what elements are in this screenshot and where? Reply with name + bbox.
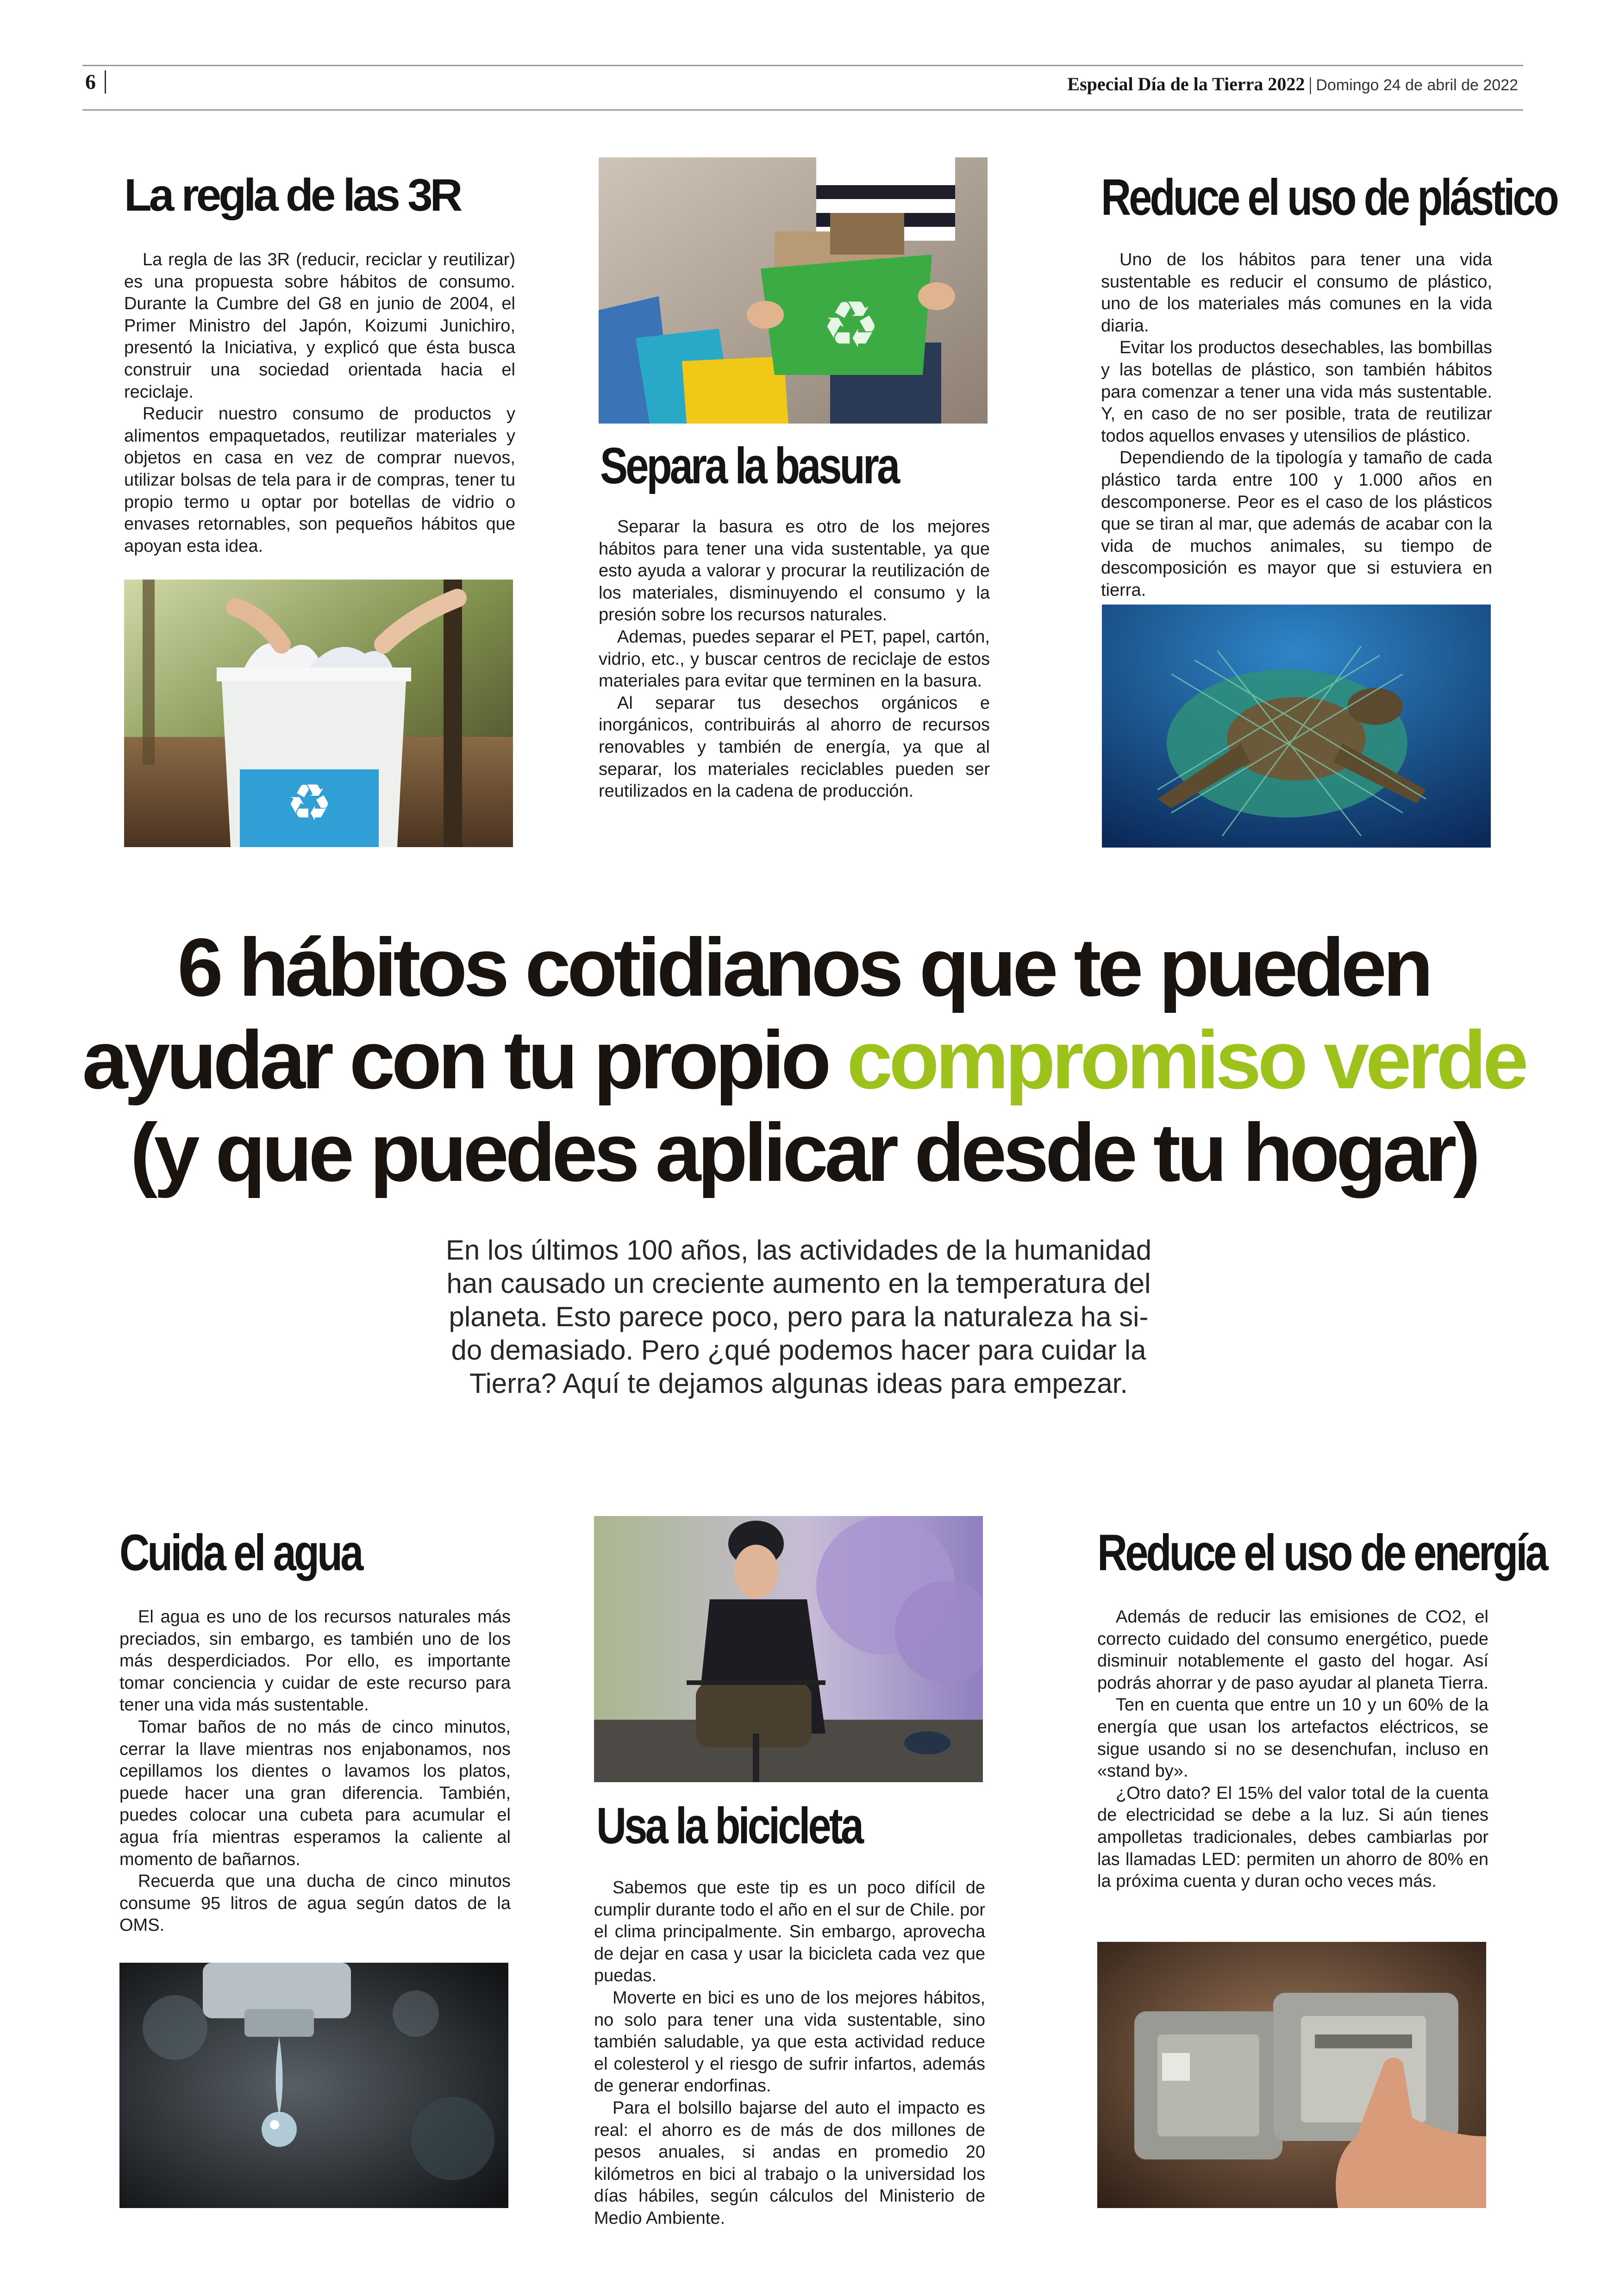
paragraph: Moverte en bici es uno de los mejores hábitos, no solo para tener una vida sustentable, sino también saludable, ya que esta actividad reduce el colesterol y el riesgo de sufrir infartos, además de generar endorfinas. xyxy=(594,1988,985,2096)
paragraph: Tomar baños de no más de cinco minutos, cerrar la llave mientras nos enjabonamos, nos cepillamos los dientes o lavamos los platos, puede hacer una gran diferencia. También, puedes colocar una cubeta para acumular el agua fría mientras esperamos la caliente al momento de bañarnos. xyxy=(119,1717,511,1869)
headline-line-2-text: ayudar con tu propio xyxy=(82,1014,847,1106)
section-body-3r xyxy=(124,249,515,557)
section-title-basura: Separa la basura xyxy=(600,437,898,494)
header-top-rule xyxy=(82,65,1523,66)
intro-line: En los últimos 100 años, las actividades de la humanidad xyxy=(445,1235,1152,1266)
paragraph: Separar la basura es otro de los mejores hábitos para tener una vida sustentable, ya que esto ayuda a valorar y procurar la reutilización de los materiales, disminuyendo el consumo y la presión sobre los recursos naturales. xyxy=(599,517,990,625)
header-bottom-rule xyxy=(82,109,1523,111)
paragraph: Para el bolsillo bajarse del auto el impacto es real: el ahorro es de más de dos millones de pesos anuales, si andas en promedio 20 kilómetros en bici al trabajo o la universidad los días hábiles, según cálculos del Ministerio de Medio Ambiente. xyxy=(594,2098,985,2228)
paragraph: Sabemos que este tip es un poco difícil de cumplir durante todo el año en el sur de Chile. por el clima principalmente. Sin embargo, aprovecha de dejar en casa y usar la bicicleta cada vez que puedas. xyxy=(594,1878,985,1986)
paragraph: Uno de los hábitos para tener una vida sustentable es reducir el consumo de plástico, uno de los materiales más comunes en la vida diaria. xyxy=(1101,250,1492,336)
headline-line-1: 6 hábitos cotidianos que te pueden xyxy=(177,921,1430,1013)
paragraph: El agua es uno de los recursos naturales más preciados, sin embargo, es también uno de los más desperdiciados. Por ello, es importante tomar conciencia y cuidar de este recurso para tener una vida más sustentable. xyxy=(119,1607,511,1715)
paragraph: Dependiendo de la tipología y tamaño de cada plástico tarda entre 100 y 1.000 años en descomponerse. Peor es el caso de los plásticos que se tiran al mar, que además de acabar con la vida de muchos animales, su tiempo de descomposición es mayor que si estuviera en tierra. xyxy=(1101,448,1492,600)
faucet-drop-photo xyxy=(119,1963,508,2208)
paragraph: Al separar tus desechos orgánicos e inorgánicos, contribuirás al ahorro de recursos renovables y también de energía, ya que al separar, los materiales reciclables pueden ser reutilizados en la cadena de producción. xyxy=(599,693,990,801)
section-body-energia xyxy=(1097,1606,1488,1893)
paragraph: Ten en cuenta que entre un 10 y un 60% de la energía que usan los artefactos eléctricos, se sigue usando si no se desenchufan, incluso en «stand by». xyxy=(1097,1695,1488,1781)
paragraph: La regla de las 3R (reducir, reciclar y reutilizar) es una propuesta sobre hábitos de consumo. Durante la Cumbre del G8 en junio de 2004, el Primer Ministro del Japón, Koizumi Junichiro, presentó la Iniciativa, y explicó que ésta busca construir una sociedad orientada hacia el reciclaje. xyxy=(124,250,515,402)
section-body-agua xyxy=(119,1606,511,1937)
sea-turtle-net-photo xyxy=(1102,605,1491,848)
section-body-bicicleta xyxy=(594,1877,985,2230)
headline-line-3: (y que puedes aplicar desde tu hogar) xyxy=(130,1106,1477,1198)
masthead xyxy=(1067,73,1518,95)
paragraph: ¿Otro dato? El 15% del valor total de la cuenta de electricidad se debe a la luz. Si aún tienes ampolletas tradicionales, debes cambiarlas por las llamadas LED: permiten un ahorro de 80% en la próxima cuenta y duran ocho veces más. xyxy=(1097,1783,1488,1891)
intro-line: han causado un creciente aumento en la temperatura del xyxy=(446,1268,1151,1299)
section-title-3r: La regla de las 3R xyxy=(124,169,460,220)
section-title-bicicleta: Usa la bicicleta xyxy=(596,1797,862,1854)
intro-line: planeta. Esto parece poco, pero para la naturaleza ha si- xyxy=(449,1301,1149,1332)
paragraph: Además de reducir las emisiones de CO2, el correcto cuidado del consumo energético, puede disminuir notablemente el gasto del hogar. Así podrás ahorrar y de paso ayudar al planeta Tierra. xyxy=(1097,1607,1488,1693)
page-number-divider xyxy=(105,70,106,94)
section-body-plastico xyxy=(1101,249,1492,602)
recycling-bin-photo xyxy=(124,580,513,847)
section-title-plastico: Reduce el uso de plástico xyxy=(1101,169,1557,226)
page-number: 6 xyxy=(85,70,96,94)
svg-text:♻: ♻ xyxy=(822,287,880,363)
paragraph: Ademas, puedes separar el PET, papel, cartón, vidrio, etc., y buscar centros de reciclaje de estos materiales para evitar que terminen en la basura. xyxy=(599,627,990,691)
headline-highlight-green: compromiso verde xyxy=(847,1014,1525,1106)
publication-title: Especial Día de la Tierra 2022 xyxy=(1067,74,1305,94)
masthead-separator: | xyxy=(1308,74,1313,94)
section-title-agua: Cuida el agua xyxy=(119,1524,362,1581)
paragraph: Recuerda que una ducha de cinco minutos consume 95 litros de agua según datos de la OMS. xyxy=(119,1872,511,1935)
paragraph: Reducir nuestro consumo de productos y alimentos empaquetados, reutilizar materiales y objetos en casa en vez de comprar nuevos, utilizar bolsas de tela para ir de compras, tener tu propio termo u optar por botellas de vidrio o envases retornables, son pequeños hábitos que apoyan esta idea. xyxy=(124,404,515,556)
paragraph: Evitar los productos desechables, las bombillas y las botellas de plástico, son también hábitos para comenzar a tener una vida más sustentable. Y, en caso de no ser posible, trata de reutilizar todos aquellos envases y utensilios de plástico. xyxy=(1101,338,1492,446)
main-headline xyxy=(0,921,1607,1199)
svg-text:♻: ♻ xyxy=(286,773,332,832)
recycling-box-photo xyxy=(599,157,988,424)
issue-date: Domingo 24 de abril de 2022 xyxy=(1316,76,1518,94)
section-title-energia: Reduce el uso de energía xyxy=(1097,1524,1546,1581)
intro-line: do demasiado. Pero ¿qué podemos hacer para cuidar la xyxy=(451,1335,1146,1366)
section-body-basura xyxy=(599,516,990,803)
cyclist-photo xyxy=(594,1516,983,1782)
headline-line-2 xyxy=(0,1014,1607,1106)
intro-lead xyxy=(407,1234,1190,1400)
intro-line: Tierra? Aquí te dejamos algunas ideas para empezar. xyxy=(469,1368,1128,1399)
light-switch-photo xyxy=(1097,1942,1486,2208)
